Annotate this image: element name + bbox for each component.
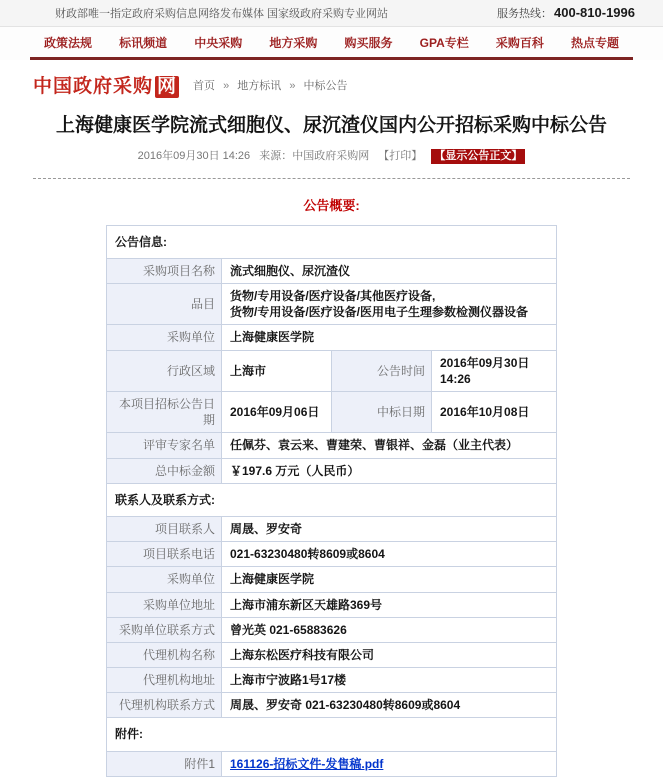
article-meta (0, 147, 663, 163)
nav-item-hot-topics[interactable]: 热点专题 (570, 36, 619, 50)
row-label: 采购单位联系方式 (107, 617, 222, 642)
nav-item-central-procurement[interactable]: 中央采购 (194, 36, 243, 50)
breadcrumb-separator: » (223, 79, 230, 92)
top-service-bar (0, 0, 663, 27)
breadcrumb (193, 77, 348, 93)
row-label: 采购单位 (107, 325, 222, 350)
table-row (107, 567, 557, 592)
row-label: 代理机构名称 (107, 642, 222, 667)
row-label: 采购项目名称 (107, 258, 222, 283)
breadcrumb-home[interactable]: 首页 (193, 79, 216, 92)
row-value: 任佩芬、袁云来、曹建荣、曹银祥、金磊（业主代表） (222, 433, 557, 458)
row-label: 代理机构联系方式 (107, 693, 222, 718)
table-row (107, 617, 557, 642)
table-row (107, 258, 557, 283)
row-value-2: 2016年10月08日 (432, 392, 557, 433)
source-text: 来源：中国政府采购网 (259, 149, 370, 162)
table-row (107, 433, 557, 458)
row-value (222, 284, 557, 325)
page-title: 上海健康医学院流式细胞仪、尿沉渣仪国内公开招标采购中标公告 (55, 115, 607, 136)
announcement-summary-table (106, 225, 557, 777)
publish-datetime: 2016年09月30日 14:26 (137, 149, 251, 162)
table-row (107, 642, 557, 667)
row-value: 上海市宁波路1号17楼 (222, 668, 557, 693)
section-header-attachments: 附件: (107, 718, 557, 751)
site-logo[interactable] (33, 71, 179, 98)
hotline-number: 400-810-1996 (554, 5, 635, 20)
nav-item-local-procurement[interactable]: 地方采购 (269, 36, 318, 50)
table-row (107, 350, 557, 391)
table-row (107, 392, 557, 433)
print-button[interactable]: 【打印】 (378, 149, 423, 162)
site-slogan: 财政部唯一指定政府采购信息网络发布媒体 国家级政府采购专业网站 (55, 8, 389, 20)
row-label: 采购单位地址 (107, 592, 222, 617)
row-label: 总中标金额 (107, 458, 222, 483)
category-line-2: 货物/专用设备/医疗设备/医用电子生理参数检测仪器设备 (230, 305, 529, 320)
row-label: 品目 (107, 284, 222, 325)
attachment-link[interactable]: 161126-招标文件-发售稿.pdf (230, 756, 384, 771)
row-value: 上海市 (222, 350, 332, 391)
row-value: 2016年09月06日 (222, 392, 332, 433)
nav-item-policy[interactable]: 政策法规 (44, 36, 93, 50)
summary-heading: 公告概要: (303, 197, 360, 213)
row-value: ￥197.6 万元（人民币） (222, 458, 557, 483)
dashed-divider (33, 178, 630, 179)
row-label: 代理机构地址 (107, 668, 222, 693)
row-label: 行政区域 (107, 350, 222, 391)
table-row (107, 325, 557, 350)
row-value: 曾光英 021-65883626 (222, 617, 557, 642)
nav-item-gpa[interactable]: GPA专栏 (419, 36, 469, 50)
row-label: 采购单位 (107, 567, 222, 592)
row-label: 本项目招标公告日期 (107, 392, 222, 433)
main-nav-wrap (0, 27, 663, 60)
attachment-row (107, 751, 557, 776)
logo-row (0, 60, 663, 102)
row-value: 周晟、罗安奇 021-63230480转8609或8604 (222, 693, 557, 718)
logo-badge: 网 (157, 76, 178, 97)
hotline-label: 服务热线： (497, 8, 553, 20)
breadcrumb-award-notice[interactable]: 中标公告 (303, 79, 348, 92)
section-header-row (107, 718, 557, 751)
row-value-2: 2016年09月30日 14:26 (432, 350, 557, 391)
logo-text: 中国政府采购 (33, 76, 154, 97)
row-label: 项目联系人 (107, 516, 222, 541)
table-row (107, 284, 557, 325)
row-label-2: 公告时间 (332, 350, 432, 391)
category-line-1: 货物/专用设备/医疗设备/其他医疗设备, (230, 289, 436, 304)
table-row (107, 516, 557, 541)
row-value: 上海健康医学院 (222, 325, 557, 350)
attachment-cell (222, 751, 557, 776)
nav-item-bid-channel[interactable]: 标讯频道 (119, 36, 168, 50)
section-header-row (107, 225, 557, 258)
row-value: 流式细胞仪、尿沉渣仪 (222, 258, 557, 283)
row-label: 评审专家名单 (107, 433, 222, 458)
service-hotline (497, 5, 635, 21)
attachment-label: 附件1 (107, 751, 222, 776)
section-header-contacts: 联系人及联系方式: (107, 483, 557, 516)
breadcrumb-local-bids[interactable]: 地方标讯 (237, 79, 282, 92)
main-nav (30, 27, 633, 60)
table-row (107, 542, 557, 567)
row-value: 上海市浦东新区天雄路369号 (222, 592, 557, 617)
row-value: 021-63230480转8609或8604 (222, 542, 557, 567)
table-row (107, 668, 557, 693)
section-header-announcement-info: 公告信息: (107, 225, 557, 258)
table-row (107, 592, 557, 617)
row-value: 上海东松医疗科技有限公司 (222, 642, 557, 667)
nav-item-encyclopedia[interactable]: 采购百科 (495, 36, 544, 50)
row-label-2: 中标日期 (332, 392, 432, 433)
section-header-row (107, 483, 557, 516)
row-label: 项目联系电话 (107, 542, 222, 567)
breadcrumb-separator: » (289, 79, 296, 92)
table-row (107, 458, 557, 483)
row-value: 周晟、罗安奇 (222, 516, 557, 541)
nav-item-purchase-service[interactable]: 购买服务 (344, 36, 393, 50)
show-fulltext-button[interactable]: 【显示公告正文】 (431, 149, 525, 164)
table-row (107, 693, 557, 718)
row-value: 上海健康医学院 (222, 567, 557, 592)
